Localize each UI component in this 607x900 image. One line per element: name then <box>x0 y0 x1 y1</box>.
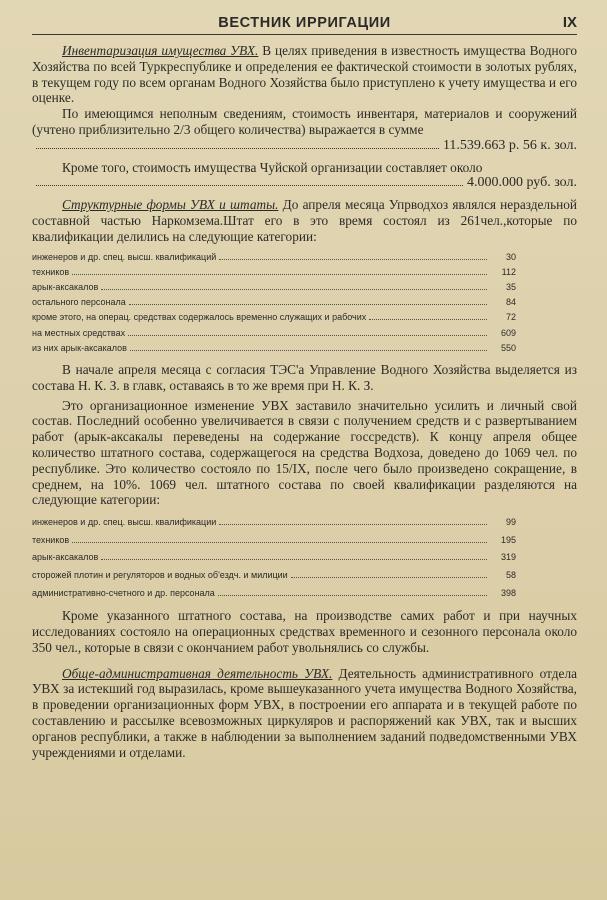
inventory-text-2: По имеющимся неполным сведениям, стоимость инвентаря, материалов и сооружений (учтено приблизительно 2/3 общего количества) выражается в сумме <box>32 106 577 137</box>
structure-paragraph-1 <box>32 197 577 244</box>
row-value: 319 <box>500 552 516 563</box>
inventory-text-3: Кроме того, стоимость имущества Чуйской организации составляет около <box>62 159 483 175</box>
row-value: 72 <box>505 312 516 323</box>
table-row <box>32 250 516 265</box>
table-row <box>32 567 516 585</box>
table-row <box>32 265 516 280</box>
chui-sum-line <box>32 175 577 191</box>
row-label: инженеров и др. спец. высш. квалификации <box>32 517 217 528</box>
structure-section-title: Структурные формы УВХ и штаты. <box>62 197 279 213</box>
table-row <box>32 341 516 356</box>
row-label: арык-аксакалов <box>32 552 99 563</box>
structure-text-2: В начале апреля месяца с согласия ТЭС'а Управление Водного Хозяйства выделяется из состава Н. К. З. в главк, оставаясь в то же время при Н. К. З. <box>32 361 577 393</box>
row-value: 609 <box>500 327 516 338</box>
table-row <box>32 295 516 310</box>
inventory-sum-value: 11.539.663 р. 56 к. зол. <box>442 137 577 153</box>
row-value: 112 <box>501 266 516 277</box>
staff-table-1 <box>32 250 516 356</box>
row-value: 99 <box>505 517 516 528</box>
staff-table-2 <box>32 514 516 602</box>
inventory-sum-line <box>32 138 577 154</box>
row-label: кроме этого, на операц. средствах содержалось временно служащих и рабочих <box>32 312 367 323</box>
inventory-paragraph-2 <box>32 106 577 138</box>
admin-text-1: Деятельность административного отдела УВХ за истекший год выразилась, кроме вышеуказанного учета имущества Водного Хозяйства, в проведении организационных форм УВХ, в построении его аппарата и в текущей работе по составлению и рассылке всевозможных циркуляров и распоряжений как УВХ, так и высших органов республики, а также в наблюдении за выполнением заданий подведомственными УВХ учреждениями и отделами. <box>32 665 577 760</box>
row-label: из них арык-аксакалов <box>32 342 127 353</box>
admin-section-title: Обще-административная деятельность УВХ. <box>62 665 333 681</box>
row-label: арык-аксакалов <box>32 281 99 292</box>
table-row <box>32 532 516 550</box>
table-row <box>32 585 516 603</box>
row-label: на местных средствах <box>32 327 126 338</box>
row-label: административно-счетного и др. персонала <box>32 587 215 598</box>
running-header <box>32 14 577 35</box>
inventory-text-1: В целях приведения в известность имущества Водного Хозяйства по всей Туркреспублике и определения ее фактической стоимости в золотых рублях, в текущем году по всем органам Водного Хозяйства было приступлено к учету имущества и его оценке. <box>32 43 578 106</box>
row-label: техников <box>32 266 70 277</box>
row-value: 398 <box>500 587 516 598</box>
structure-text-4: Кроме указанного штатного состава, на производстве самих работ и при научных исследованиях состояло на операционных средствах временного и сезонного персонала около 350 чел., которые в связи с окончанием работ увольнялись со службы. <box>32 608 577 655</box>
structure-paragraph-3 <box>32 398 577 509</box>
row-label: сторожей плотин и регуляторов и водных об'ездч. и милиции <box>32 569 288 580</box>
inventory-paragraph-3 <box>32 160 577 176</box>
inventory-paragraph-1 <box>32 43 577 106</box>
row-value: 550 <box>500 342 516 353</box>
row-value: 58 <box>505 569 516 580</box>
table-row <box>32 514 516 532</box>
row-value: 35 <box>505 281 516 292</box>
page-number: IX <box>562 14 577 31</box>
leader-dots <box>36 185 463 186</box>
row-label: инженеров и др. спец. высш. квалификаций <box>32 251 217 262</box>
leader-dots <box>36 148 439 149</box>
admin-paragraph-1 <box>32 666 577 761</box>
structure-text-1: До апреля месяца Упрводхоз являлся нераздельной составной частью Наркомзема.Штат его в это время состоял из 261чел.,которые по квалификации делились на следующие категории: <box>32 197 578 244</box>
row-label: техников <box>32 534 70 545</box>
row-value: 195 <box>500 534 516 545</box>
table-row <box>32 280 516 295</box>
table-row <box>32 310 516 325</box>
row-label: остального персонала <box>32 297 126 308</box>
chui-sum-value: 4.000.000 руб. зол. <box>466 175 577 191</box>
table-row <box>32 549 516 567</box>
structure-text-3: Это организационное изменение УВХ заставило значительно усилить и личный свой состав. Последний особенно увеличивается в связи с получением средств и с развертыванием работ (арык-аксакалы переведены на содержание госсредств). К концу апреля общее количество штатного состава, содержащегося на средства Водхоза, доведено до 1069 чел. по республике. Это количество состояло по 15/IX, после чего было произведено сокращение, в среднем, на 10%. 1069 чел. штатного состава по своей квалификации разделяются на следующие категории: <box>32 397 577 508</box>
journal-title: ВЕСТНИК ИРРИГАЦИИ <box>218 15 391 31</box>
row-value: 30 <box>505 251 516 262</box>
structure-paragraph-4 <box>32 608 577 655</box>
inventory-section-title: Инвентаризация имущества УВХ. <box>62 43 259 58</box>
structure-paragraph-2 <box>32 362 577 394</box>
table-row <box>32 326 516 341</box>
row-value: 84 <box>505 297 516 308</box>
